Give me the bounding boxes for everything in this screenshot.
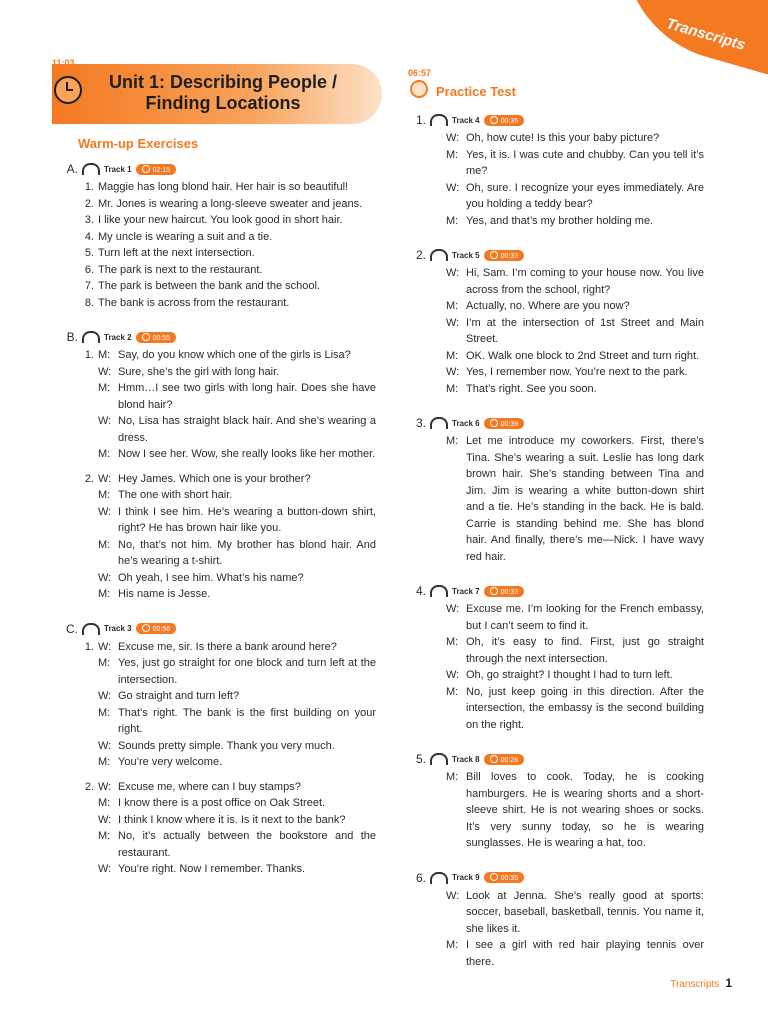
speaker: M:	[98, 657, 111, 669]
line-number	[60, 828, 98, 861]
line-text: Yes, and that’s my brother holding me.	[466, 214, 654, 227]
speaker: M:	[98, 489, 111, 501]
line-number	[60, 446, 98, 463]
headphones-icon	[430, 114, 448, 126]
track-duration: 00:35	[484, 872, 525, 883]
line-text: Turn left at the next intersection.	[98, 247, 255, 259]
transcript-line	[408, 433, 704, 565]
line-text: No, Lisa has straight black hair. And she’s wearing a dress.	[118, 415, 376, 444]
transcript-line	[60, 738, 376, 755]
track-letter: 6.	[415, 870, 426, 885]
transcript-line	[408, 364, 704, 381]
track-duration: 00:56	[136, 623, 177, 634]
speaker: W:	[98, 365, 112, 378]
speaker: M:	[98, 588, 111, 600]
line-number	[60, 380, 98, 413]
line-text: Bill loves to cook. Today, he is cooking hamburgers. He is wearing shorts and a short-sleeve shirt. He is not wearing shoes or socks. It’s very sunny today, so he is wearing sunglasses. He is wearing a hat, too.	[466, 771, 704, 849]
speaker: W:	[98, 415, 112, 427]
spacer	[408, 397, 704, 405]
speaker: W:	[446, 889, 460, 902]
line-number	[60, 688, 98, 705]
transcript-line	[60, 705, 376, 738]
line-number	[60, 413, 98, 446]
speaker: M:	[98, 538, 111, 551]
line-number: 1.	[84, 640, 94, 653]
track-header	[60, 329, 376, 345]
track-label: Track 8	[452, 754, 480, 764]
line-number	[60, 738, 98, 755]
line-number	[60, 812, 98, 829]
speaker: W:	[98, 472, 112, 485]
track-letter: C.	[66, 621, 78, 636]
line-text: I see a girl with red hair playing tennis over there.	[466, 939, 704, 968]
speaker: M:	[98, 797, 111, 809]
list-item	[60, 262, 376, 279]
speaker: M:	[446, 636, 459, 648]
line-number: 5.	[84, 247, 94, 259]
right-column	[408, 68, 704, 970]
line-number: 3.	[84, 214, 94, 226]
headphones-icon	[430, 753, 448, 765]
line-number: 8.	[84, 296, 94, 309]
track-label: Track 6	[452, 418, 480, 428]
line-text: Hmm…I see two girls with long hair. Does she have blond hair?	[118, 382, 376, 411]
speaker: W:	[446, 132, 460, 144]
speaker: M:	[446, 685, 459, 698]
line-text: His name is Jesse.	[118, 588, 211, 600]
line-text: Sure, she’s the girl with long hair.	[118, 365, 280, 378]
speaker: M:	[446, 771, 459, 783]
spacer	[60, 311, 376, 319]
speaker: M:	[446, 349, 459, 362]
clock-icon	[410, 80, 428, 98]
track-header	[408, 870, 704, 886]
practice-list	[408, 112, 704, 970]
speaker: W:	[98, 690, 112, 702]
footer-label: Transcripts	[670, 979, 720, 990]
headphones-icon	[82, 163, 100, 175]
line-number	[60, 795, 98, 812]
speaker: M:	[98, 448, 111, 460]
headphones-icon	[430, 417, 448, 429]
transcript-line	[60, 504, 376, 537]
track-duration: 00:33	[484, 586, 525, 597]
section-b	[60, 311, 376, 603]
track-duration: 00:35	[484, 115, 525, 126]
transcript-line	[60, 655, 376, 688]
line-text: Hey James. Which one is your brother?	[118, 472, 311, 485]
line-number	[408, 634, 446, 667]
transcript-line	[408, 667, 704, 684]
line-text: Mr. Jones is wearing a long-sleeve sweater and jeans.	[98, 197, 363, 210]
speaker: W:	[98, 780, 112, 793]
track-letter: B.	[66, 330, 78, 344]
speaker: M:	[446, 300, 459, 312]
line-number	[408, 667, 446, 684]
line-text: No, it’s actually between the bookstore and the restaurant.	[118, 830, 376, 859]
practice-time: 06:57	[408, 68, 432, 78]
line-number	[408, 601, 446, 634]
line-text: Yes, I remember now. You’re next to the park.	[466, 366, 688, 378]
left-column	[52, 58, 376, 878]
line-number	[60, 487, 98, 504]
transcript-line	[60, 570, 376, 587]
line-number	[408, 298, 446, 315]
track-letter: 1.	[415, 113, 426, 127]
line-number	[408, 213, 446, 230]
track-label: Track 3	[104, 624, 132, 633]
track-label: Track 5	[452, 250, 480, 260]
line-number: 7.	[84, 280, 94, 292]
line-number: 1.	[84, 181, 94, 193]
unit-time: 11:03	[52, 58, 75, 68]
transcript-line	[408, 684, 704, 734]
speaker: W:	[446, 669, 460, 681]
transcript-line	[408, 147, 704, 180]
transcript-line	[408, 348, 704, 365]
line-text: Oh, it’s easy to find. First, just go straight through the next intersection.	[466, 636, 704, 665]
line-number	[60, 570, 98, 587]
line-number: 4.	[84, 230, 94, 243]
speaker: W:	[446, 316, 460, 329]
line-number	[408, 684, 446, 734]
speaker: W:	[98, 813, 112, 826]
line-number	[408, 364, 446, 381]
line-text: Sounds pretty simple. Thank you very much.	[118, 739, 335, 752]
transcript-line	[408, 769, 704, 852]
speaker: W:	[98, 739, 112, 752]
spacer	[408, 229, 704, 237]
list-item	[60, 212, 376, 229]
transcript-line	[60, 471, 376, 488]
line-number	[408, 381, 446, 398]
line-text: The park is between the bank and the school.	[98, 280, 320, 292]
transcript-line	[60, 795, 376, 812]
line-number	[408, 937, 446, 970]
list-item	[60, 278, 376, 295]
speaker: W:	[98, 505, 112, 518]
track-label: Track 1	[104, 164, 132, 174]
line-text: Yes, it is. I was cute and chubby. Can you tell it’s me?	[466, 148, 704, 177]
speaker: M:	[98, 830, 111, 842]
track-duration: 00:55	[136, 332, 177, 343]
line-text: You’re right. Now I remember. Thanks.	[118, 863, 306, 875]
line-text: Excuse me, sir. Is there a bank around here?	[118, 640, 337, 653]
transcript-line	[408, 213, 704, 230]
line-text: Oh, how cute! Is this your baby picture?	[466, 132, 660, 144]
spacer	[408, 733, 704, 741]
speaker: W:	[98, 571, 112, 584]
track-duration: 00:39	[484, 418, 525, 429]
speaker: M:	[446, 214, 459, 227]
line-number: 2.	[84, 780, 94, 793]
practice-title: Practice Test	[436, 84, 516, 99]
transcript-line	[60, 828, 376, 861]
speaker: M:	[446, 148, 459, 161]
track-label: Track 2	[104, 332, 132, 342]
transcript-line	[60, 754, 376, 771]
line-number	[408, 433, 446, 565]
corner-label: Transcripts	[663, 15, 747, 54]
line-text: That’s right. The bank is the first building on your right.	[118, 706, 376, 735]
line-text: You’re very welcome.	[118, 756, 223, 768]
list-item	[60, 295, 376, 312]
track-header	[408, 415, 704, 431]
track-header	[408, 112, 704, 128]
line-number	[60, 537, 98, 570]
transcript-line	[408, 130, 704, 147]
line-text: My uncle is wearing a suit and a tie.	[98, 230, 273, 243]
line-number	[408, 265, 446, 298]
unit-title: Unit 1: Describing People / Finding Locations	[108, 72, 338, 113]
speaker: M:	[98, 706, 111, 719]
practice-header	[408, 68, 704, 102]
speaker: M:	[446, 939, 459, 951]
line-text: I think I see him. He’s wearing a button-down shirt, right? He has brown hair like you.	[118, 505, 376, 534]
line-number	[408, 348, 446, 365]
transcript-line	[60, 812, 376, 829]
track-header	[408, 247, 704, 263]
speaker: W:	[98, 640, 112, 653]
speaker: W:	[98, 863, 112, 875]
page-number: 1	[725, 976, 732, 990]
line-number: 1.	[84, 349, 94, 361]
track-letter: 4.	[415, 584, 426, 598]
speaker: M:	[446, 435, 459, 447]
line-number	[408, 888, 446, 938]
spacer	[408, 565, 704, 573]
transcript-line	[60, 688, 376, 705]
transcript-line	[408, 298, 704, 315]
speaker: M:	[98, 349, 111, 361]
list-item	[60, 179, 376, 196]
track-letter: 3.	[415, 416, 426, 430]
transcript-line	[60, 347, 376, 364]
line-text: That’s right. See you soon.	[466, 382, 597, 395]
headphones-icon	[430, 872, 448, 884]
transcript-line	[60, 537, 376, 570]
line-text: Maggie has long blond hair. Her hair is so beautiful!	[98, 181, 349, 193]
list-item	[60, 245, 376, 262]
headphones-icon	[82, 623, 100, 635]
track-header	[60, 161, 376, 177]
warmup-title: Warm-up Exercises	[78, 136, 199, 151]
line-text: The one with short hair.	[118, 489, 233, 501]
transcript-line	[408, 180, 704, 213]
transcript-line	[60, 380, 376, 413]
transcript-line	[408, 381, 704, 398]
clock-icon	[54, 76, 82, 104]
speaker: W:	[446, 267, 460, 279]
line-text: Yes, just go straight for one block and turn left at the intersection.	[118, 657, 376, 686]
line-number: 2.	[84, 472, 94, 485]
line-text: Say, do you know which one of the girls is Lisa?	[118, 349, 351, 361]
list-item	[60, 196, 376, 213]
speaker: W:	[446, 603, 460, 615]
speaker: W:	[446, 181, 460, 194]
line-number	[408, 315, 446, 348]
section-a	[60, 161, 376, 311]
line-number	[408, 180, 446, 213]
unit-header	[52, 58, 382, 124]
line-text: No, just keep going in this direction. After the intersection, the embassy is the second building on the right.	[466, 685, 704, 731]
spacer	[60, 771, 376, 779]
speaker: M:	[98, 382, 111, 394]
page-footer	[670, 976, 732, 990]
line-text: Let me introduce my coworkers. First, there’s Tina. She’s wearing a suit. Leslie has long dark brown hair. She’s standing between Tina and Jim. Jim is wearing a white button-down shirt and a tie. He’s standing in the back. He is bald. Carrie is standing behind me. She has blond hair. And finally, there’s me—Nick. I have wavy red hair.	[466, 435, 704, 563]
line-text: Oh yeah, I see him. What’s his name?	[118, 571, 304, 584]
line-number	[408, 130, 446, 147]
line-number: 6.	[84, 263, 94, 276]
track-duration: 00:28	[484, 754, 525, 765]
speaker: M:	[98, 756, 111, 768]
track-header	[408, 751, 704, 767]
transcript-line	[60, 487, 376, 504]
transcript-line	[408, 315, 704, 348]
line-text: I think I know where it is. Is it next to the bank?	[118, 813, 346, 826]
line-number	[60, 861, 98, 878]
line-text: Excuse me, where can I buy stamps?	[118, 780, 301, 793]
line-text: OK. Walk one block to 2nd Street and turn right.	[466, 349, 700, 362]
headphones-icon	[82, 331, 100, 343]
track-duration: 00:33	[484, 250, 525, 261]
track-duration: 02:15	[136, 164, 177, 175]
spacer	[60, 463, 376, 471]
line-text: Oh, go straight? I thought I had to turn left.	[466, 669, 673, 681]
transcript-line	[60, 779, 376, 796]
line-text: Oh, sure. I recognize your eyes immediately. Are you holding a teddy bear?	[466, 181, 704, 210]
line-number	[60, 586, 98, 603]
line-text: No, that’s not him. My brother has blond hair. And he’s wearing a t-shirt.	[118, 538, 376, 567]
line-text: Go straight and turn left?	[118, 690, 240, 702]
track-letter: A.	[66, 162, 78, 176]
transcript-line	[60, 586, 376, 603]
line-number	[60, 364, 98, 381]
line-text: Hi, Sam. I’m coming to your house now. You live across from the school, right?	[466, 267, 704, 296]
track-header	[60, 621, 376, 637]
headphones-icon	[430, 249, 448, 261]
transcript-line	[60, 639, 376, 656]
transcript-line	[408, 937, 704, 970]
line-number: 2.	[84, 197, 94, 210]
line-text: Now I see her. Wow, she really looks like her mother.	[118, 448, 376, 460]
line-text: I like your new haircut. You look good in short hair.	[98, 214, 343, 226]
line-text: The park is next to the restaurant.	[98, 263, 263, 276]
line-text: Look at Jenna. She’s really good at sports: soccer, baseball, basketball, tennis. You name it, she likes it.	[466, 889, 704, 935]
track-letter: 2.	[415, 248, 426, 262]
transcript-line	[408, 265, 704, 298]
line-number	[408, 147, 446, 180]
list-item	[60, 229, 376, 246]
line-text: Actually, no. Where are you now?	[466, 300, 630, 312]
spacer	[60, 603, 376, 611]
track-label: Track 4	[452, 115, 480, 125]
line-text: I’m at the intersection of 1st Street and Main Street.	[466, 316, 704, 345]
track-header	[408, 583, 704, 599]
line-text: I know there is a post office on Oak Street.	[118, 797, 326, 809]
transcript-line	[408, 634, 704, 667]
spacer	[408, 852, 704, 860]
transcript-line	[60, 413, 376, 446]
track-label: Track 9	[452, 873, 480, 882]
headphones-icon	[430, 585, 448, 597]
line-number	[60, 705, 98, 738]
transcript-line	[60, 364, 376, 381]
line-number	[60, 655, 98, 688]
line-number	[60, 754, 98, 771]
speaker: W:	[446, 366, 460, 378]
line-text: The bank is across from the restaurant.	[98, 296, 290, 309]
track-letter: 5.	[415, 752, 426, 766]
line-number	[408, 769, 446, 852]
speaker: M:	[446, 382, 459, 395]
transcript-line	[60, 861, 376, 878]
transcript-line	[408, 601, 704, 634]
transcript-line	[408, 888, 704, 938]
transcript-line	[60, 446, 376, 463]
track-label: Track 7	[452, 586, 480, 596]
line-number	[60, 504, 98, 537]
section-c	[60, 603, 376, 878]
line-text: Excuse me. I’m looking for the French embassy, but I can’t seem to find it.	[466, 603, 704, 632]
